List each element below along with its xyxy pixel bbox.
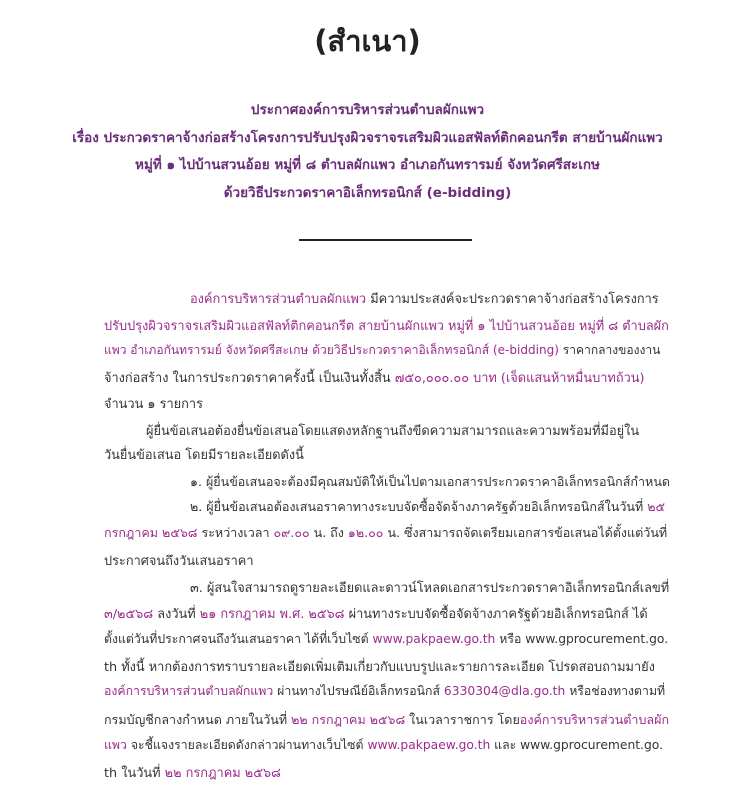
item-3-line7 (104, 736, 670, 755)
text-span: ในเวลาราชการ โดย (405, 712, 520, 727)
announcement-title: ประกาศองค์การบริหารส่วนตำบลผักแพว (250, 102, 485, 118)
doc-number: ๓/๒๕๖๘ (104, 607, 154, 622)
text-span: มีความประสงค์จะประกวดราคาจ้างก่อสร้างโครงการ (366, 292, 659, 307)
p1-line4 (104, 367, 670, 388)
text-span: ผ่านทางระบบจัดซื้อจัดจ้างภาครัฐด้วยอิเล็กทรอนิกส์ ได้ (344, 607, 648, 622)
p1-line3 (104, 341, 670, 360)
time-span: ๐๙.๐๐ (273, 525, 310, 540)
p2-line2: วันยื่นข้อเสนอ โดยมีรายละเอียดดังนี้ (104, 448, 304, 463)
org-name: องค์การบริหารส่วนตำบลผักแพว (104, 684, 274, 698)
text-span: th ในวันที่ (104, 766, 165, 781)
website-link[interactable]: www.pakpaew.go.th (372, 632, 496, 646)
item-3-line3 (104, 630, 670, 649)
text-span: น. ซึ่งสามารถจัดเตรียมเอกสารข้อเสนอได้ตั้งแต่วันที่ (383, 525, 668, 540)
date-span: ๒๑ กรกฎาคม พ.ศ. ๒๕๖๘ (199, 607, 345, 622)
item-3-line1: ๓. ผู้สนใจสามารถดูรายละเอียดและดาวน์โหลดเอกสารประกวดราคาอิเล็กทรอนิกส์เลขที่ (190, 581, 670, 596)
p1-line5: จำนวน ๑ รายการ (104, 397, 203, 412)
text-span: จะชี้แจงรายละเอียดดังกล่าวผ่านทางเว็บไซต์ (126, 738, 368, 752)
subject-line-3: ด้วยวิธีประกวดราคาอิเล็กทรอนิกส์ (e-bidding) (223, 185, 512, 201)
date-span: ๒๒ กรกฎาคม ๒๕๖๘ (164, 766, 281, 781)
date-span: ๒๒ กรกฎาคม ๒๕๖๘ (291, 712, 406, 727)
text-span: ราคากลางของงาน (558, 343, 661, 357)
budget-amount: ๗๕๐,๐๐๐.๐๐ บาท (เจ็ดแสนห้าหมื่นบาทถ้วน) (394, 371, 645, 386)
divider (299, 239, 472, 241)
email-link[interactable]: 6330304@dla.go.th (443, 684, 566, 698)
text-span: จ้างก่อสร้าง ในการประกวดราคาครั้งนี้ เป็นเงินทั้งสิ้น (104, 371, 395, 386)
item-3-line6 (104, 710, 670, 730)
website-link[interactable]: www.pakpaew.go.th (367, 738, 491, 752)
text-span: ตั้งแต่วันที่ประกาศจนถึงวันเสนอราคา ได้ที่เว็บไซต์ (104, 632, 373, 646)
subject-line: เรื่อง ประกวดราคาจ้างก่อสร้างโครงการปรับปรุงผิวจราจรเสริมผิวแอสฟัลท์ติกคอนกรีต สายบ้านผักแพว (72, 130, 663, 146)
org-name: แพว (104, 738, 127, 752)
copy-mark: (สำเนา) (314, 24, 421, 58)
item-2-line2 (104, 523, 670, 543)
date-span: ๒๕ (647, 499, 665, 514)
text-span: ระหว่างเวลา (197, 525, 274, 540)
date-span: กรกฎาคม ๒๕๖๘ (104, 525, 198, 540)
text-span: หรือช่องทางตามที่ (565, 684, 666, 698)
subject-line-2: หมู่ที่ ๑ ไปบ้านสวนอ้อย หมู่ที่ ๘ ตำบลผักแพว อำเภอกันทรารมย์ จังหวัดศรีสะเกษ (135, 157, 600, 173)
item-2-line3: ประกาศจนถึงวันเสนอราคา (104, 554, 254, 569)
p1-line1 (190, 288, 670, 309)
item-3-line2 (104, 603, 670, 624)
org-name: องค์การบริหารส่วนตำบลผัก (519, 712, 670, 727)
item-3-line5 (104, 682, 670, 701)
item-3-line8 (104, 762, 670, 783)
text-span: แพว อำเภอกันทรารมย์ จังหวัดศรีสะเกษ ด้วยวิธีประกวดราคาอิเล็กทรอนิกส์ (e-bidding) (104, 343, 559, 357)
item-1: ๑. ผู้ยื่นข้อเสนอจะต้องมีคุณสมบัติให้เป็นไปตามเอกสารประกวดราคาอิเล็กทรอนิกส์กำหนด (190, 474, 671, 489)
p2-line1: ผู้ยื่นข้อเสนอต้องยื่นข้อเสนอโดยแสดงหลักฐานถึงขีดความสามารถและความพร้อมที่มีอยู่ใน (146, 424, 640, 439)
item-3-line4: th ทั้งนี้ หากต้องการทราบรายละเอียดเพิ่มเติมเกี่ยวกับแบบรูปและรายการละเอียด โปรดสอบถามมายัง (104, 660, 655, 675)
text-span: ผ่านทางไปรษณีย์อิเล็กทรอนิกส์ (273, 684, 444, 698)
text-span: ๒. ผู้ยื่นข้อเสนอต้องเสนอราคาทางระบบจัดซื้อจัดจ้างภาครัฐด้วยอิเล็กทรอนิกส์ในวันที่ (190, 499, 648, 514)
text-span: และ www.gprocurement.go. (490, 738, 663, 752)
text-span: ลงวันที่ (153, 607, 200, 622)
time-span: ๑๒.๐๐ (347, 525, 384, 540)
text-span: น. ถึง (309, 525, 348, 540)
p1-line2: ปรับปรุงผิวจราจรเสริมผิวแอสฟัลท์ติกคอนกรีต สายบ้านผักแพว หมู่ที่ ๑ ไปบ้านสวนอ้อย หมู่ที่ ๘ ตำบลผัก (104, 319, 669, 334)
item-2-line1 (190, 497, 670, 517)
text-span: หรือ www.gprocurement.go. (495, 632, 669, 646)
text-span: กรมบัญชีกลางกำหนด ภายในวันที่ (104, 712, 292, 727)
org-name: องค์การบริหารส่วนตำบลผักแพว (190, 292, 367, 307)
